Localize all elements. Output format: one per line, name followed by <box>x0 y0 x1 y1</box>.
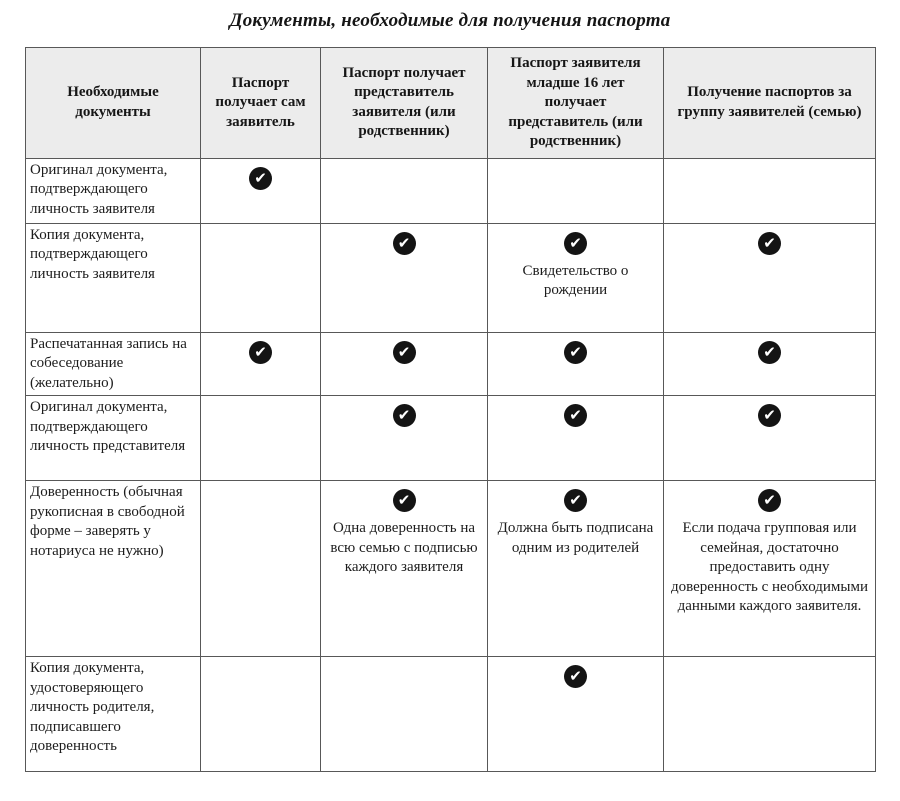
document-name-cell: Оригинал документа, подтверждающего личность заявителя <box>26 158 201 223</box>
check-cell <box>664 223 876 332</box>
check-cell <box>201 223 321 332</box>
check-icon: ✔ <box>758 232 781 255</box>
table-row <box>26 657 876 772</box>
check-cell <box>321 332 488 396</box>
check-cell <box>664 158 876 223</box>
check-cell <box>664 396 876 481</box>
check-icon: ✔ <box>564 341 587 364</box>
check-icon: ✔ <box>758 404 781 427</box>
check-cell <box>321 657 488 772</box>
check-cell <box>488 481 664 657</box>
table-row <box>26 158 876 223</box>
check-cell <box>201 332 321 396</box>
check-cell <box>488 396 664 481</box>
document-name-cell: Копия документа, удостоверяющего личность родителя, подписавшего доверенность <box>26 657 201 772</box>
check-icon: ✔ <box>393 232 416 255</box>
check-icon: ✔ <box>393 489 416 512</box>
check-icon: ✔ <box>564 489 587 512</box>
column-header: Получение паспортов за группу заявителей (семью) <box>664 48 876 159</box>
check-icon: ✔ <box>393 404 416 427</box>
check-cell <box>201 657 321 772</box>
check-cell <box>321 158 488 223</box>
check-icon: ✔ <box>249 341 272 364</box>
cell-note: Одна доверенность на всю семью с подписью каждого заявителя <box>330 520 478 575</box>
page-title: Документы, необходимые для получения паспорта <box>229 10 671 31</box>
check-cell <box>488 158 664 223</box>
check-cell <box>488 332 664 396</box>
table-row <box>26 481 876 657</box>
check-cell <box>201 481 321 657</box>
cell-note: Свидетельство о рождении <box>522 262 629 298</box>
check-cell <box>664 481 876 657</box>
check-icon: ✔ <box>249 167 272 190</box>
check-icon: ✔ <box>564 404 587 427</box>
check-cell <box>488 657 664 772</box>
check-cell <box>321 223 488 332</box>
document-name-cell: Оригинал документа, подтверждающего личность представителя <box>26 396 201 481</box>
documents-table <box>25 47 876 772</box>
check-icon: ✔ <box>393 341 416 364</box>
document-name-cell: Доверенность (обычная рукописная в свободной форме – заверять у нотариуса не нужно) <box>26 481 201 657</box>
column-header: Необходимые документы <box>26 48 201 159</box>
table-row <box>26 396 876 481</box>
check-icon: ✔ <box>758 341 781 364</box>
table-body <box>26 158 876 772</box>
table-row <box>26 332 876 396</box>
check-cell <box>321 396 488 481</box>
check-cell <box>488 223 664 332</box>
check-icon: ✔ <box>564 665 587 688</box>
column-header: Паспорт получает представитель заявителя (или родственник) <box>321 48 488 159</box>
document-name-cell: Распечатанная запись на собеседование (желательно) <box>26 332 201 396</box>
check-icon: ✔ <box>564 232 587 255</box>
column-header: Паспорт получает сам заявитель <box>201 48 321 159</box>
document-name-cell: Копия документа, подтверждающего личность заявителя <box>26 223 201 332</box>
table-header-row <box>26 48 876 159</box>
column-header: Паспорт заявителя младше 16 лет получает представитель (или родственник) <box>488 48 664 159</box>
cell-note: Если подача групповая или семейная, достаточно предоставить одну доверенность с необходимыми данными каждого заявителя. <box>670 520 869 614</box>
check-cell <box>201 396 321 481</box>
check-cell <box>664 332 876 396</box>
table-row <box>26 223 876 332</box>
check-icon: ✔ <box>758 489 781 512</box>
check-cell <box>664 657 876 772</box>
cell-note: Должна быть подписана одним из родителей <box>497 520 654 556</box>
check-cell <box>201 158 321 223</box>
check-cell <box>321 481 488 657</box>
